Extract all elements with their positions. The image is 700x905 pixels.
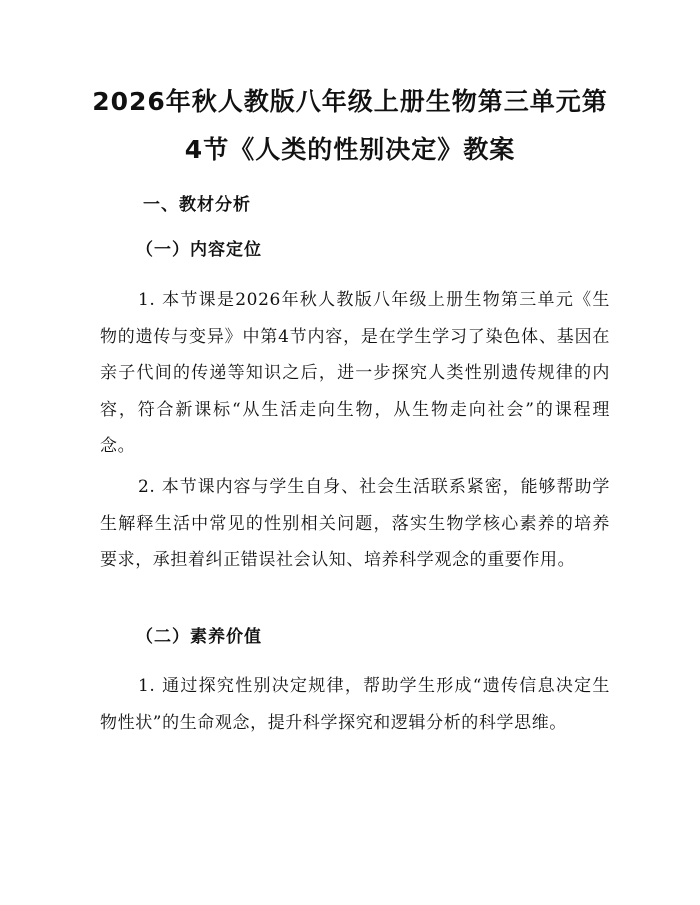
subsection-heading-literacy-value: （二）素养价值 xyxy=(136,627,262,647)
document-title-line2: 4节《人类的性别决定》教案 xyxy=(184,135,516,164)
subsection-heading-content-positioning: （一）内容定位 xyxy=(136,240,262,260)
document-title-line1: 2026年秋人教版八年级上册生物第三单元第 xyxy=(92,87,608,116)
section-heading-textbook-analysis: 一、教材分析 xyxy=(143,195,251,215)
paragraph-1: 1. 本节课是2026年秋人教版八年级上册生物第三单元《生物的遗传与变异》中第4节内容，是在学生学习了染色体、基因在亲子代间的传递等知识之后，进一步探究人类性别遗传规律的内容，符合新课标“从生活走向生物，从生物走向社会”的课程理念。 xyxy=(100,290,610,456)
paragraph-2: 2. 本节课内容与学生自身、社会生活联系紧密，能够帮助学生解释生活中常见的性别相关问题，落实生物学核心素养的培养要求，承担着纠正错误社会认知、培养科学观念的重要作用。 xyxy=(100,477,610,570)
paragraph-3: 1. 通过探究性别决定规律，帮助学生形成“遗传信息决定生物性状”的生命观念，提升科学探究和逻辑分析的科学思维。 xyxy=(100,676,610,733)
